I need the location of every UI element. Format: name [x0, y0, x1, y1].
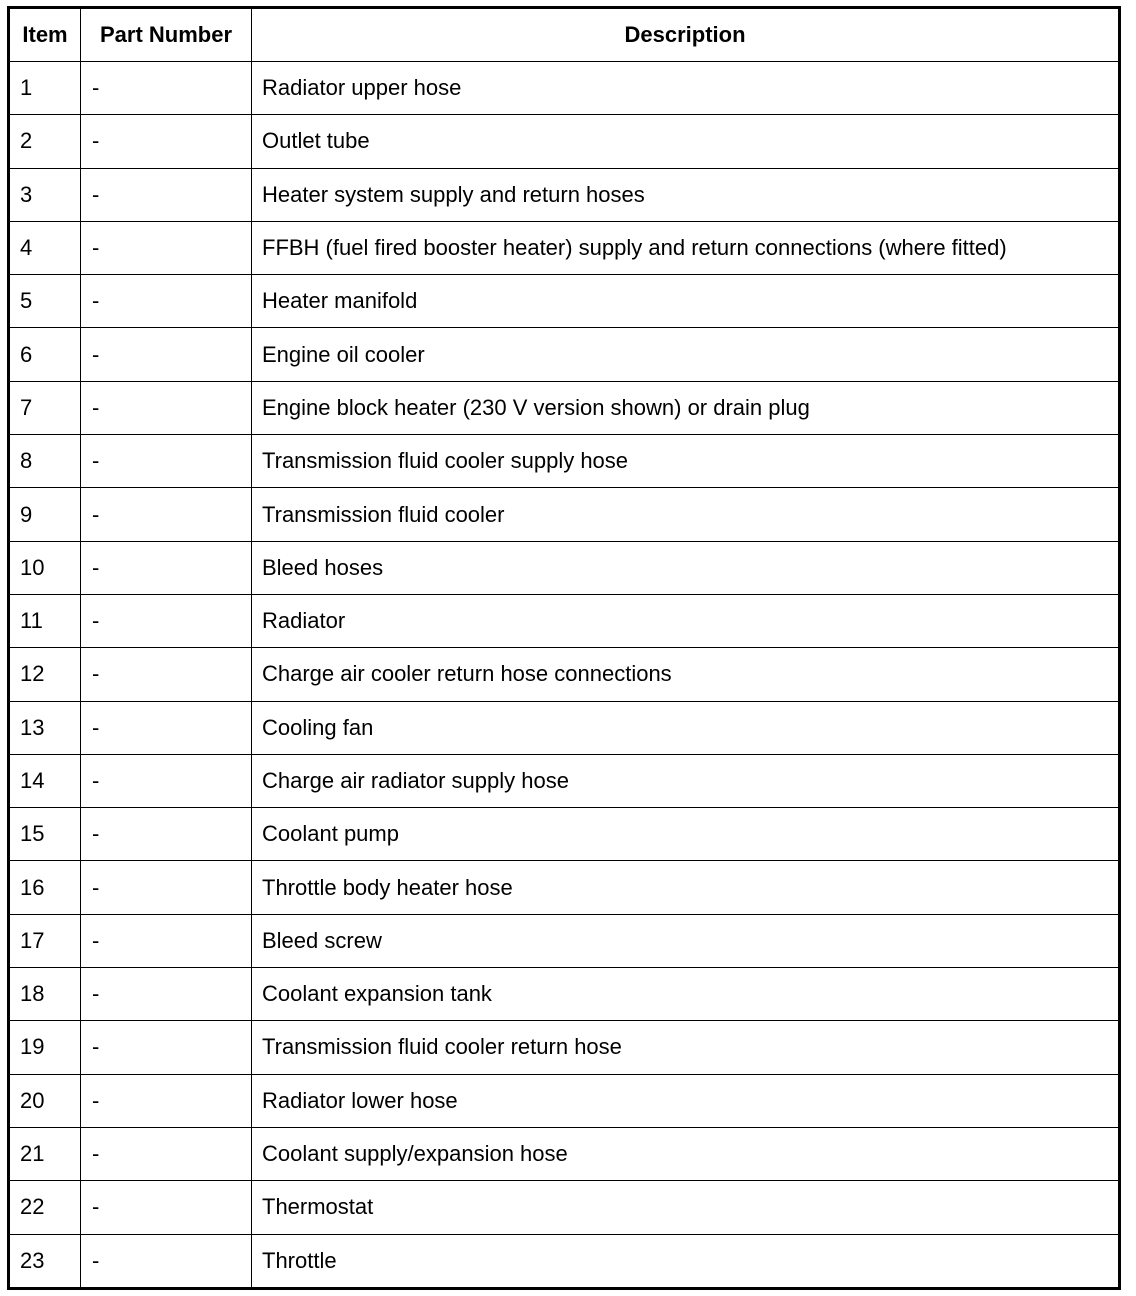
table-row	[9, 914, 1120, 967]
description-cell: Throttle	[252, 1234, 1120, 1288]
description-cell: Bleed screw	[252, 914, 1120, 967]
header-part-number: Part Number	[81, 8, 252, 62]
item-cell: 20	[9, 1074, 81, 1127]
header-description: Description	[252, 8, 1120, 62]
description-cell: Transmission fluid cooler	[252, 488, 1120, 541]
header-row	[9, 8, 1120, 62]
item-cell: 19	[9, 1021, 81, 1074]
item-cell: 16	[9, 861, 81, 914]
description-cell: Coolant expansion tank	[252, 968, 1120, 1021]
table-row	[9, 168, 1120, 221]
item-cell: 22	[9, 1181, 81, 1234]
description-cell: Engine oil cooler	[252, 328, 1120, 381]
description-cell: FFBH (fuel fired booster heater) supply and return connections (where fitted)	[252, 221, 1120, 274]
item-cell: 2	[9, 115, 81, 168]
part-number-cell: -	[81, 381, 252, 434]
item-cell: 5	[9, 275, 81, 328]
part-number-cell: -	[81, 861, 252, 914]
table-row	[9, 1234, 1120, 1288]
description-cell: Transmission fluid cooler supply hose	[252, 435, 1120, 488]
table-row	[9, 1021, 1120, 1074]
part-number-cell: -	[81, 328, 252, 381]
table-row	[9, 221, 1120, 274]
item-cell: 23	[9, 1234, 81, 1288]
table-row	[9, 62, 1120, 115]
description-cell: Coolant pump	[252, 808, 1120, 861]
item-cell: 10	[9, 541, 81, 594]
table-row	[9, 1127, 1120, 1180]
part-number-cell: -	[81, 168, 252, 221]
description-cell: Charge air radiator supply hose	[252, 754, 1120, 807]
part-number-cell: -	[81, 914, 252, 967]
table-row	[9, 435, 1120, 488]
table-row	[9, 701, 1120, 754]
description-cell: Radiator lower hose	[252, 1074, 1120, 1127]
part-number-cell: -	[81, 648, 252, 701]
table-row	[9, 1181, 1120, 1234]
parts-table	[7, 6, 1121, 1290]
description-cell: Engine block heater (230 V version shown) or drain plug	[252, 381, 1120, 434]
item-cell: 3	[9, 168, 81, 221]
item-cell: 11	[9, 594, 81, 647]
item-cell: 15	[9, 808, 81, 861]
part-number-cell: -	[81, 115, 252, 168]
table-row	[9, 754, 1120, 807]
description-cell: Bleed hoses	[252, 541, 1120, 594]
description-cell: Outlet tube	[252, 115, 1120, 168]
part-number-cell: -	[81, 701, 252, 754]
table-row	[9, 541, 1120, 594]
table-row	[9, 328, 1120, 381]
description-cell: Coolant supply/expansion hose	[252, 1127, 1120, 1180]
table-row	[9, 115, 1120, 168]
part-number-cell: -	[81, 488, 252, 541]
part-number-cell: -	[81, 968, 252, 1021]
part-number-cell: -	[81, 541, 252, 594]
part-number-cell: -	[81, 435, 252, 488]
item-cell: 17	[9, 914, 81, 967]
description-cell: Throttle body heater hose	[252, 861, 1120, 914]
item-cell: 13	[9, 701, 81, 754]
table-header	[9, 8, 1120, 62]
table-body	[9, 62, 1120, 1289]
item-cell: 9	[9, 488, 81, 541]
part-number-cell: -	[81, 1127, 252, 1180]
part-number-cell: -	[81, 1021, 252, 1074]
header-item: Item	[9, 8, 81, 62]
part-number-cell: -	[81, 62, 252, 115]
part-number-cell: -	[81, 221, 252, 274]
part-number-cell: -	[81, 754, 252, 807]
item-cell: 14	[9, 754, 81, 807]
description-cell: Heater system supply and return hoses	[252, 168, 1120, 221]
description-cell: Cooling fan	[252, 701, 1120, 754]
description-cell: Radiator upper hose	[252, 62, 1120, 115]
table-row	[9, 861, 1120, 914]
part-number-cell: -	[81, 1181, 252, 1234]
table-row	[9, 968, 1120, 1021]
part-number-cell: -	[81, 1074, 252, 1127]
item-cell: 6	[9, 328, 81, 381]
table-row	[9, 1074, 1120, 1127]
description-cell: Thermostat	[252, 1181, 1120, 1234]
item-cell: 7	[9, 381, 81, 434]
description-cell: Radiator	[252, 594, 1120, 647]
table-row	[9, 381, 1120, 434]
table-row	[9, 808, 1120, 861]
description-cell: Heater manifold	[252, 275, 1120, 328]
part-number-cell: -	[81, 808, 252, 861]
item-cell: 12	[9, 648, 81, 701]
description-cell: Charge air cooler return hose connections	[252, 648, 1120, 701]
table-row	[9, 275, 1120, 328]
item-cell: 8	[9, 435, 81, 488]
item-cell: 18	[9, 968, 81, 1021]
part-number-cell: -	[81, 1234, 252, 1288]
item-cell: 4	[9, 221, 81, 274]
item-cell: 21	[9, 1127, 81, 1180]
table-row	[9, 488, 1120, 541]
table-row	[9, 648, 1120, 701]
description-cell: Transmission fluid cooler return hose	[252, 1021, 1120, 1074]
part-number-cell: -	[81, 275, 252, 328]
item-cell: 1	[9, 62, 81, 115]
table-row	[9, 594, 1120, 647]
part-number-cell: -	[81, 594, 252, 647]
